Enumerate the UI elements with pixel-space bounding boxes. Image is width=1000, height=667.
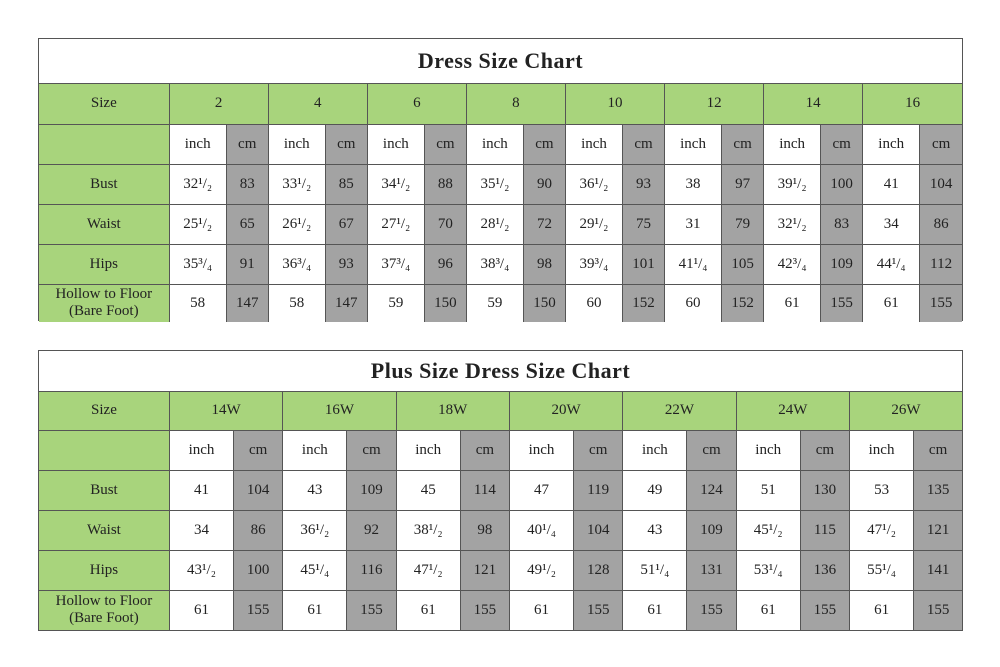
cm-value: 86: [920, 204, 962, 244]
inch-value: 61: [396, 590, 460, 630]
inch-value: 61: [509, 590, 573, 630]
unit-cm: cm: [424, 124, 466, 164]
unit-cm: cm: [687, 430, 736, 470]
hollow-to-floor-row: [39, 590, 962, 630]
inch-value: 45¹/₄: [283, 550, 347, 590]
unit-inch: inch: [466, 124, 523, 164]
size-header: 10: [565, 84, 664, 124]
inch-value: 27¹/₂: [367, 204, 424, 244]
inch-value: 35¹/₂: [466, 164, 523, 204]
inch-value: 41: [863, 164, 920, 204]
inch-value: 45¹/₂: [736, 510, 800, 550]
unit-inch: inch: [268, 124, 325, 164]
inch-value: 45: [396, 470, 460, 510]
inch-value: 51: [736, 470, 800, 510]
hollow-to-floor-row: [39, 284, 962, 322]
cm-value: 155: [460, 590, 509, 630]
cm-value: 88: [424, 164, 466, 204]
cm-value: 65: [226, 204, 268, 244]
unit-cm: cm: [800, 430, 849, 470]
inch-value: 47¹/₂: [396, 550, 460, 590]
cm-value: 155: [234, 590, 283, 630]
cm-value: 121: [460, 550, 509, 590]
size-header: 22W: [623, 392, 736, 430]
size-header: 16W: [283, 392, 396, 430]
cm-value: 121: [914, 510, 962, 550]
bust-row: [39, 164, 962, 204]
waist-row: [39, 510, 962, 550]
unit-inch: inch: [764, 124, 821, 164]
cm-value: 152: [623, 284, 665, 322]
cm-value: 98: [460, 510, 509, 550]
plus-size-dress-size-chart: [38, 350, 963, 631]
size-header: 2: [169, 84, 268, 124]
cm-value: 109: [821, 244, 863, 284]
cm-value: 155: [687, 590, 736, 630]
cm-value: 112: [920, 244, 962, 284]
cm-value: 155: [347, 590, 396, 630]
inch-value: 32¹/₂: [764, 204, 821, 244]
unit-cm: cm: [722, 124, 764, 164]
unit-inch: inch: [367, 124, 424, 164]
size-header: 26W: [849, 392, 962, 430]
unit-cm: cm: [914, 430, 962, 470]
cm-value: 155: [800, 590, 849, 630]
size-header: 24W: [736, 392, 849, 430]
inch-value: 37³/₄: [367, 244, 424, 284]
inch-value: 41: [169, 470, 233, 510]
inch-value: 34¹/₂: [367, 164, 424, 204]
inch-value: 29¹/₂: [565, 204, 622, 244]
inch-value: 59: [367, 284, 424, 322]
hips-row: [39, 550, 962, 590]
unit-inch: inch: [736, 430, 800, 470]
cm-value: 119: [574, 470, 623, 510]
unit-inch: inch: [863, 124, 920, 164]
dress-size-chart: [38, 38, 963, 321]
inch-value: 38³/₄: [466, 244, 523, 284]
cm-value: 109: [347, 470, 396, 510]
cm-value: 98: [523, 244, 565, 284]
plus-size-table: [39, 392, 962, 630]
inch-value: 49¹/₂: [509, 550, 573, 590]
inch-value: 31: [665, 204, 722, 244]
unit-inch: inch: [849, 430, 913, 470]
cm-value: 83: [821, 204, 863, 244]
inch-value: 39¹/₂: [764, 164, 821, 204]
inch-value: 53¹/₄: [736, 550, 800, 590]
cm-value: 75: [623, 204, 665, 244]
unit-cm: cm: [226, 124, 268, 164]
cm-value: 72: [523, 204, 565, 244]
inch-value: 41¹/₄: [665, 244, 722, 284]
inch-value: 40¹/₄: [509, 510, 573, 550]
inch-value: 36¹/₂: [565, 164, 622, 204]
cm-value: 93: [623, 164, 665, 204]
unit-row: [39, 124, 962, 164]
chart-title: Plus Size Dress Size Chart: [39, 351, 962, 392]
inch-value: 25¹/₂: [169, 204, 226, 244]
cm-value: 155: [914, 590, 962, 630]
cm-value: 116: [347, 550, 396, 590]
size-header: 4: [268, 84, 367, 124]
hips-row: [39, 244, 962, 284]
inch-value: 36³/₄: [268, 244, 325, 284]
cm-value: 86: [234, 510, 283, 550]
size-header: 18W: [396, 392, 509, 430]
inch-value: 42³/₄: [764, 244, 821, 284]
inch-value: 61: [623, 590, 687, 630]
size-header-row: [39, 84, 962, 124]
size-header-row: [39, 392, 962, 430]
inch-value: 39³/₄: [565, 244, 622, 284]
cm-value: 79: [722, 204, 764, 244]
inch-value: 61: [169, 590, 233, 630]
cm-value: 155: [574, 590, 623, 630]
inch-value: 55¹/₄: [849, 550, 913, 590]
inch-value: 34: [863, 204, 920, 244]
size-header: 8: [466, 84, 565, 124]
inch-value: 60: [665, 284, 722, 322]
unit-cm: cm: [920, 124, 962, 164]
inch-value: 47¹/₂: [849, 510, 913, 550]
cm-value: 155: [821, 284, 863, 322]
unit-inch: inch: [565, 124, 622, 164]
cm-value: 109: [687, 510, 736, 550]
inch-value: 26¹/₂: [268, 204, 325, 244]
size-header: 14W: [169, 392, 282, 430]
cm-value: 131: [687, 550, 736, 590]
cm-value: 104: [234, 470, 283, 510]
inch-value: 61: [736, 590, 800, 630]
unit-cm: cm: [460, 430, 509, 470]
inch-value: 47: [509, 470, 573, 510]
size-header: 16: [863, 84, 962, 124]
cm-value: 147: [226, 284, 268, 322]
unit-cm: cm: [623, 124, 665, 164]
unit-cm: cm: [821, 124, 863, 164]
cm-value: 100: [234, 550, 283, 590]
inch-value: 43: [283, 470, 347, 510]
inch-value: 35³/₄: [169, 244, 226, 284]
unit-cm: cm: [234, 430, 283, 470]
size-header: 6: [367, 84, 466, 124]
waist-row: [39, 204, 962, 244]
cm-value: 91: [226, 244, 268, 284]
unit-inch: inch: [283, 430, 347, 470]
unit-row-label: [39, 124, 169, 164]
inch-value: 34: [169, 510, 233, 550]
cm-value: 152: [722, 284, 764, 322]
cm-value: 105: [722, 244, 764, 284]
cm-value: 141: [914, 550, 962, 590]
inch-value: 51¹/₄: [623, 550, 687, 590]
inch-value: 61: [863, 284, 920, 322]
size-label: Size: [39, 84, 169, 124]
cm-value: 147: [325, 284, 367, 322]
cm-value: 100: [821, 164, 863, 204]
cm-value: 67: [325, 204, 367, 244]
size-label: Size: [39, 392, 169, 430]
inch-value: 43: [623, 510, 687, 550]
inch-value: 32¹/₂: [169, 164, 226, 204]
inch-value: 60: [565, 284, 622, 322]
inch-value: 59: [466, 284, 523, 322]
cm-value: 114: [460, 470, 509, 510]
unit-inch: inch: [396, 430, 460, 470]
cm-value: 104: [574, 510, 623, 550]
unit-row: [39, 430, 962, 470]
row-label: Waist: [39, 510, 169, 550]
inch-value: 43¹/₂: [169, 550, 233, 590]
unit-cm: cm: [574, 430, 623, 470]
inch-value: 61: [283, 590, 347, 630]
cm-value: 97: [722, 164, 764, 204]
unit-inch: inch: [623, 430, 687, 470]
cm-value: 92: [347, 510, 396, 550]
cm-value: 128: [574, 550, 623, 590]
cm-value: 83: [226, 164, 268, 204]
inch-value: 36¹/₂: [283, 510, 347, 550]
size-header: 20W: [509, 392, 622, 430]
inch-value: 58: [268, 284, 325, 322]
unit-inch: inch: [665, 124, 722, 164]
unit-inch: inch: [169, 124, 226, 164]
unit-cm: cm: [325, 124, 367, 164]
cm-value: 150: [424, 284, 466, 322]
unit-inch: inch: [169, 430, 233, 470]
unit-row-label: [39, 430, 169, 470]
cm-value: 155: [920, 284, 962, 322]
inch-value: 61: [849, 590, 913, 630]
inch-value: 58: [169, 284, 226, 322]
cm-value: 150: [523, 284, 565, 322]
cm-value: 90: [523, 164, 565, 204]
row-label: Waist: [39, 204, 169, 244]
row-label: Hips: [39, 244, 169, 284]
unit-inch: inch: [509, 430, 573, 470]
size-table: [39, 84, 962, 322]
inch-value: 61: [764, 284, 821, 322]
row-label: Hollow to Floor (Bare Foot): [39, 284, 169, 322]
chart-title: Dress Size Chart: [39, 39, 962, 84]
inch-value: 38¹/₂: [396, 510, 460, 550]
row-label: Hips: [39, 550, 169, 590]
cm-value: 70: [424, 204, 466, 244]
inch-value: 33¹/₂: [268, 164, 325, 204]
inch-value: 49: [623, 470, 687, 510]
cm-value: 104: [920, 164, 962, 204]
cm-value: 135: [914, 470, 962, 510]
bust-row: [39, 470, 962, 510]
cm-value: 96: [424, 244, 466, 284]
size-header: 12: [665, 84, 764, 124]
size-header: 14: [764, 84, 863, 124]
cm-value: 136: [800, 550, 849, 590]
unit-cm: cm: [347, 430, 396, 470]
cm-value: 85: [325, 164, 367, 204]
inch-value: 44¹/₄: [863, 244, 920, 284]
row-label: Bust: [39, 164, 169, 204]
cm-value: 130: [800, 470, 849, 510]
inch-value: 28¹/₂: [466, 204, 523, 244]
cm-value: 93: [325, 244, 367, 284]
inch-value: 38: [665, 164, 722, 204]
unit-cm: cm: [523, 124, 565, 164]
cm-value: 101: [623, 244, 665, 284]
row-label: Bust: [39, 470, 169, 510]
cm-value: 124: [687, 470, 736, 510]
cm-value: 115: [800, 510, 849, 550]
row-label: Hollow to Floor (Bare Foot): [39, 590, 169, 630]
inch-value: 53: [849, 470, 913, 510]
